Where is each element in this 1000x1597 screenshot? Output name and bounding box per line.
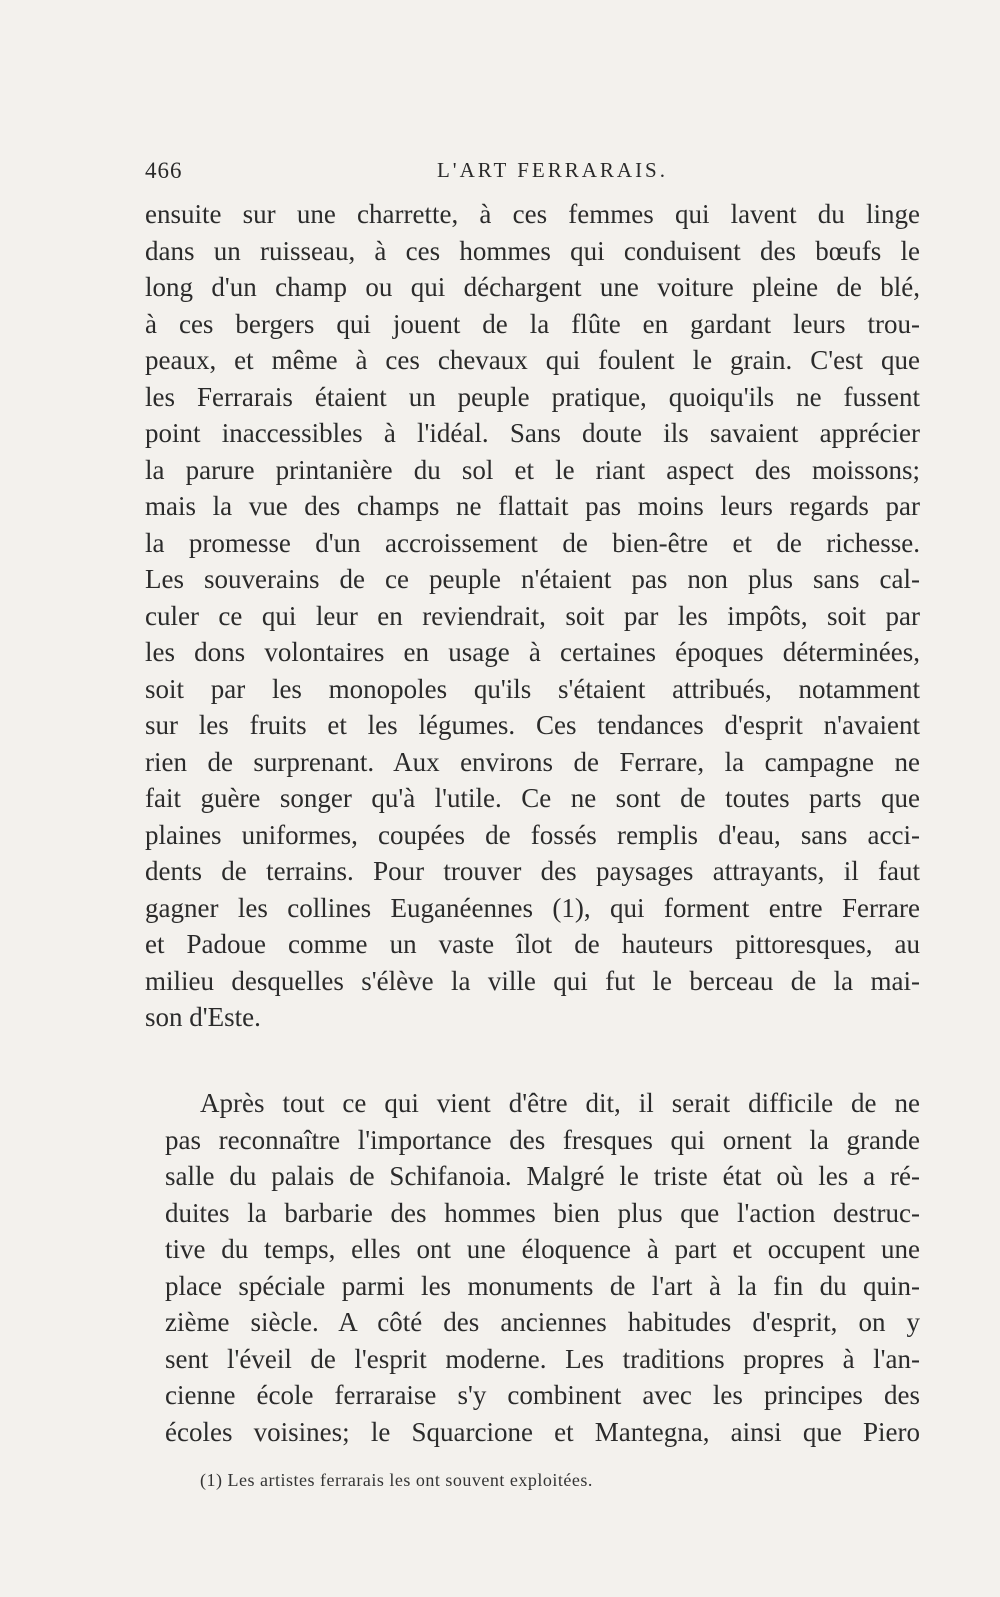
text-line: la promesse d'un accroissement de bien-être et de richesse. xyxy=(145,527,920,558)
page-header xyxy=(145,158,920,188)
text-line: les Ferrarais étaient un peuple pratique, quoiqu'ils ne fussent xyxy=(145,381,920,412)
text-line: salle du palais de Schifanoia. Malgré le triste état où les a ré- xyxy=(165,1161,920,1191)
text-line: Après tout ce qui vient d'être dit, il serait difficile de ne xyxy=(200,1088,920,1118)
text-line: dents de terrains. Pour trouver des paysages attrayants, il faut xyxy=(145,856,920,886)
text-line: point inaccessibles à l'idéal. Sans doute ils savaient apprécier xyxy=(145,418,920,448)
text-line: zième siècle. A côté des anciennes habitudes d'esprit, on y xyxy=(165,1307,920,1337)
text-line: sur les fruits et les légumes. Ces tendances d'esprit n'avaient xyxy=(145,710,920,740)
text-line: tive du temps, elles ont une éloquence à part et occupent une xyxy=(165,1234,920,1264)
text-line: Les souverains de ce peuple n'étaient pas non plus sans cal- xyxy=(145,564,920,594)
text-line: son d'Este. xyxy=(145,1002,261,1032)
text-line: écoles voisines; le Squarcione et Mantegna, ainsi que Piero xyxy=(165,1416,920,1447)
page-number: 466 xyxy=(145,158,183,183)
text-line: les dons volontaires en usage à certaines époques déterminées, xyxy=(145,637,920,667)
text-line: ensuite sur une charrette, à ces femmes qui lavent du linge xyxy=(145,199,920,229)
text-line: long d'un champ ou qui déchargent une voiture pleine de blé, xyxy=(145,272,920,302)
text-line: à ces bergers qui jouent de la flûte en gardant leurs trou- xyxy=(145,308,920,339)
text-line: pas reconnaître l'importance des fresques qui ornent la grande xyxy=(165,1124,920,1155)
text-line: gagner les collines Euganéennes (1), qui forment entre Ferrare xyxy=(145,892,920,923)
text-line: place spéciale parmi les monuments de l'art à la fin du quin- xyxy=(165,1270,920,1301)
text-line: culer ce qui leur en reviendrait, soit par les impôts, soit par xyxy=(145,600,920,631)
text-line: sent l'éveil de l'esprit moderne. Les traditions propres à l'an- xyxy=(165,1343,920,1374)
text-line: la parure printanière du sol et le riant aspect des moissons; xyxy=(145,454,920,485)
text-line: duites la barbarie des hommes bien plus que l'action destruc- xyxy=(165,1197,920,1228)
text-line: fait guère songer qu'à l'utile. Ce ne sont de toutes parts que xyxy=(145,783,920,813)
footnote: (1) Les artistes ferrarais les ont souvent exploitées. xyxy=(200,1470,593,1490)
text-line: plaines uniformes, coupées de fossés remplis d'eau, sans acci- xyxy=(145,819,920,850)
text-line: mais la vue des champs ne flattait pas moins leurs regards par xyxy=(145,491,920,521)
text-line: milieu desquelles s'élève la ville qui fut le berceau de la mai- xyxy=(145,965,920,996)
text-line: rien de surprenant. Aux environs de Ferrare, la campagne ne xyxy=(145,746,920,777)
text-line: et Padoue comme un vaste îlot de hauteurs pittoresques, au xyxy=(145,929,920,959)
paragraph-1 xyxy=(145,196,920,1036)
text-line: soit par les monopoles qu'ils s'étaient attribués, notamment xyxy=(145,673,920,704)
text-line: cienne école ferraraise s'y combinent avec les principes des xyxy=(165,1380,920,1410)
text-line: dans un ruisseau, à ces hommes qui conduisent des bœufs le xyxy=(145,235,920,266)
paragraph-2 xyxy=(165,1085,920,1450)
text-line: peaux, et même à ces chevaux qui foulent le grain. C'est que xyxy=(145,345,920,375)
running-title: L'ART FERRARAIS. xyxy=(436,158,668,182)
